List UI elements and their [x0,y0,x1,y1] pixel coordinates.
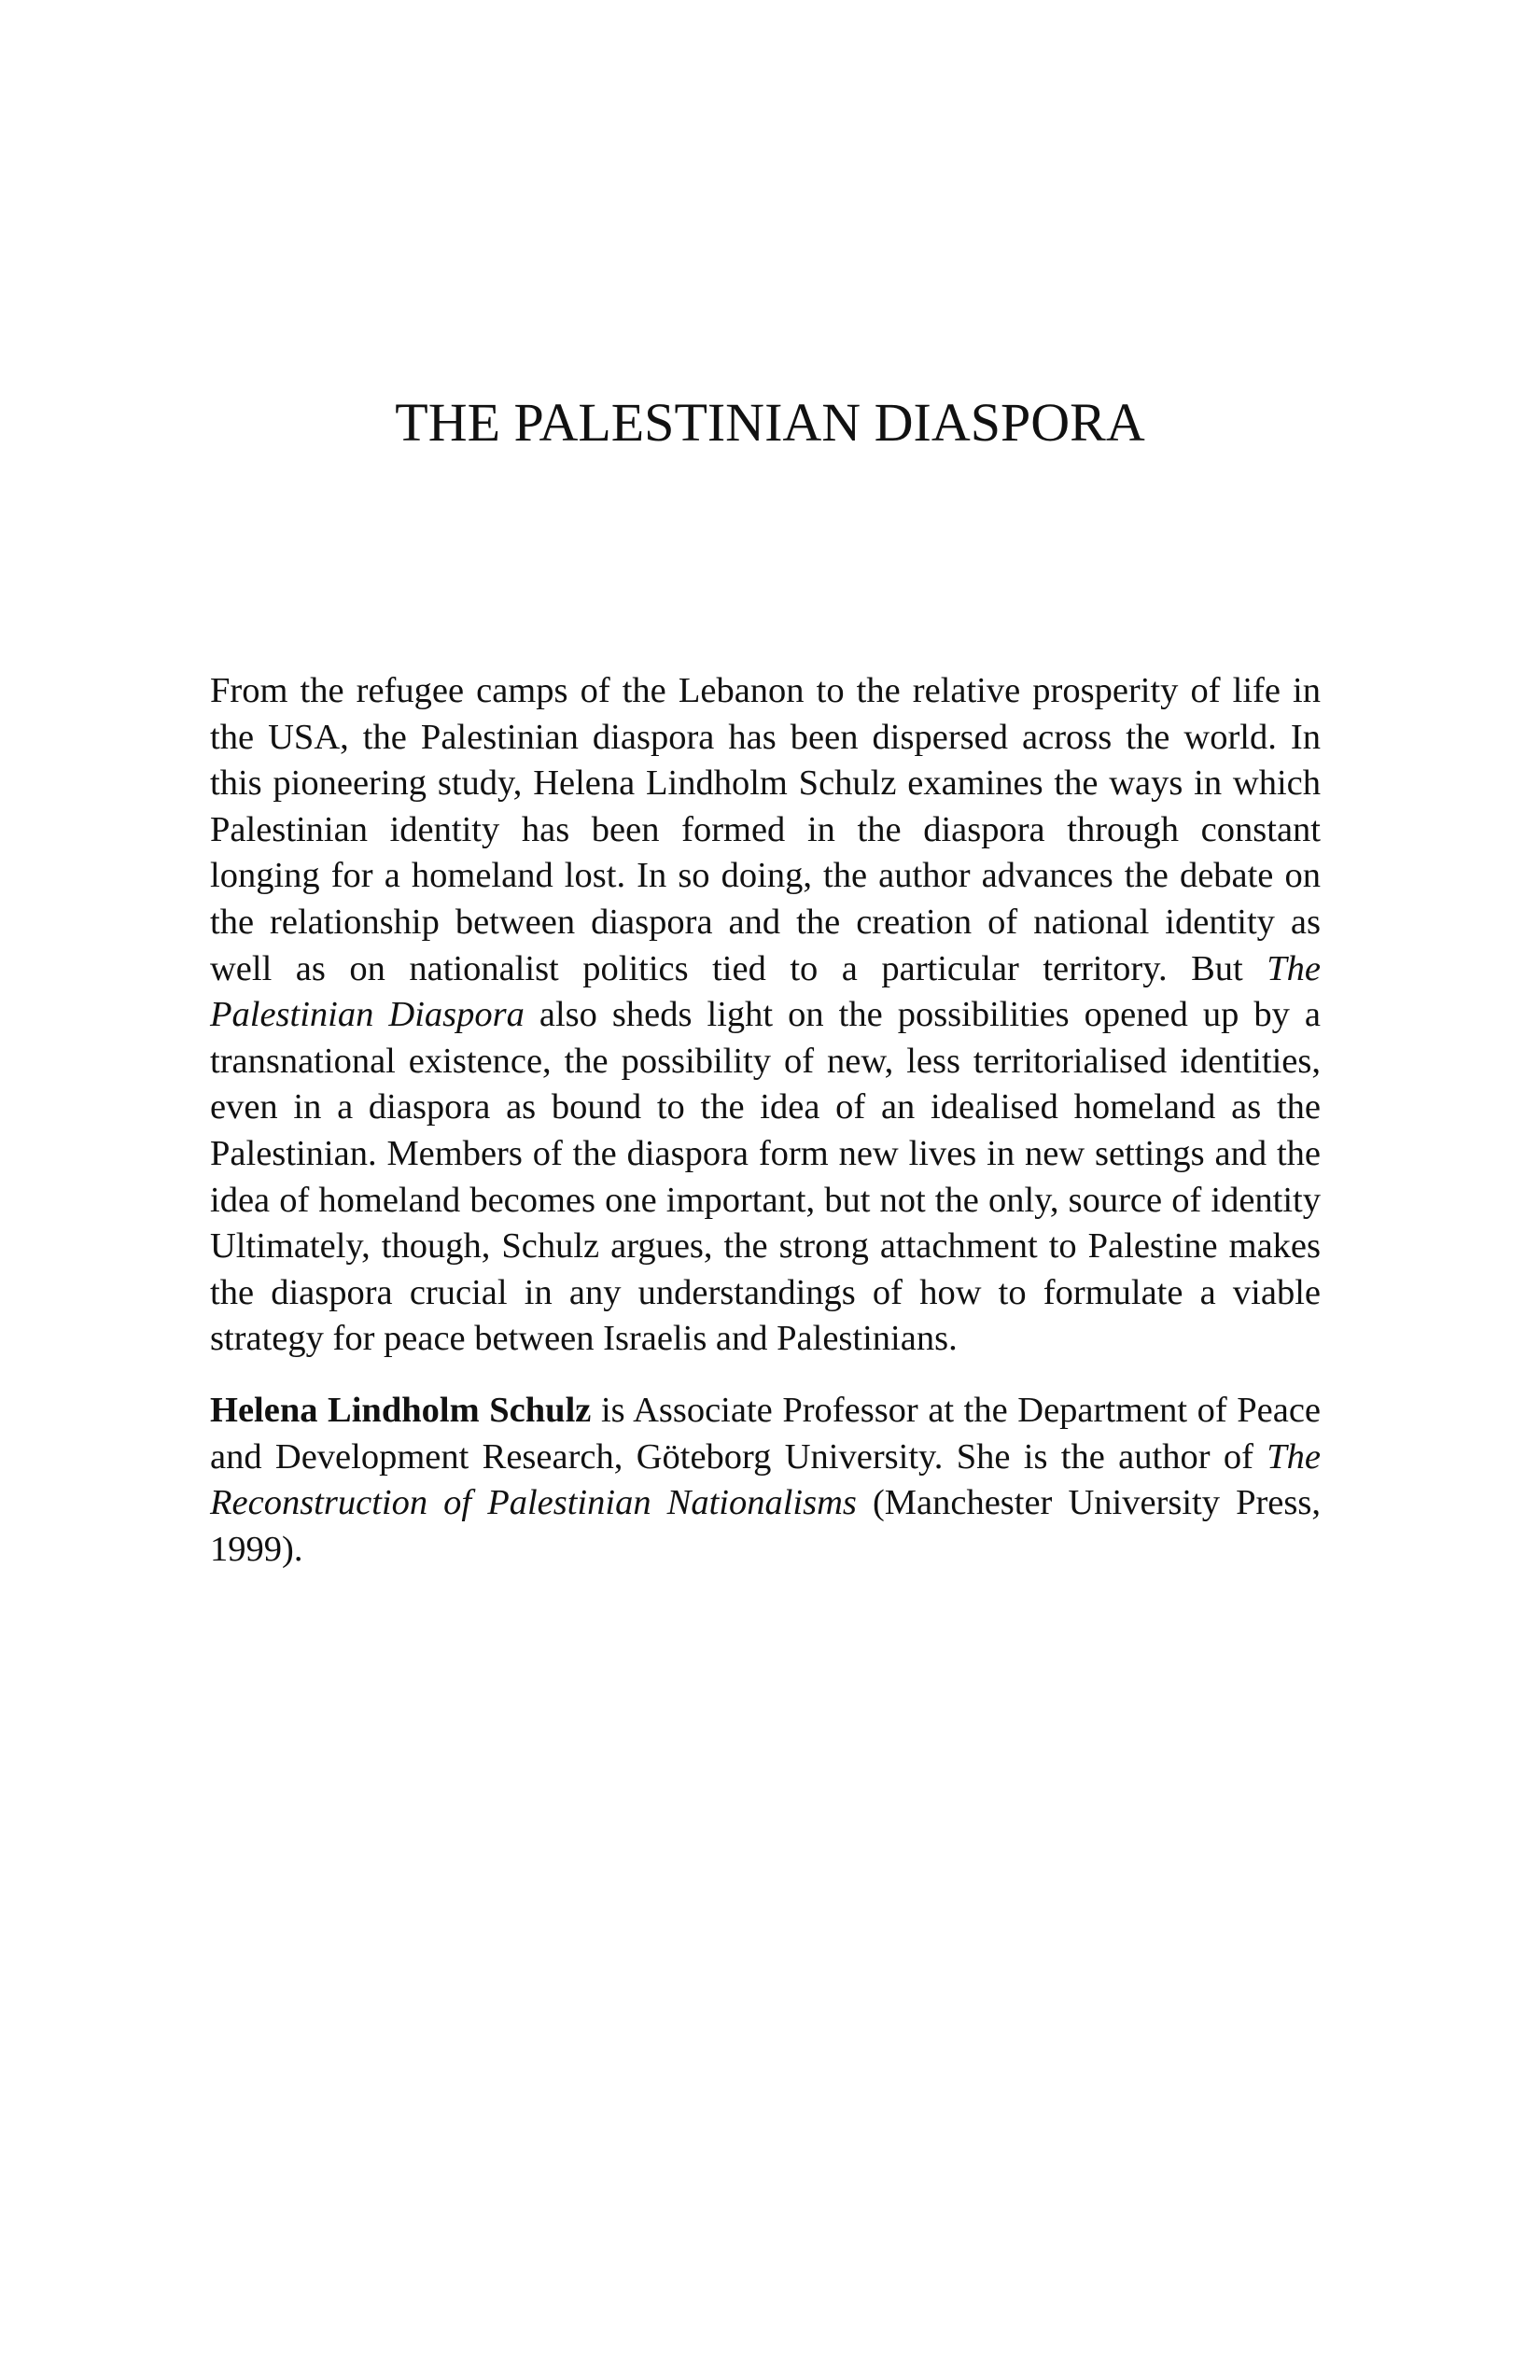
author-name: Helena Lindholm Schulz [210,1390,592,1430]
author-bio-paragraph [210,1388,1321,1573]
previous-book-title: The Reconstruction of Palestinian Nationalisms [210,1436,1321,1523]
description-paragraph [210,668,1321,1363]
book-title-heading: THE PALESTINIAN DIASPORA [395,392,1145,453]
bio-text-1: is Associate Professor at the Department of Peace and Development Research, Göteborg University. She is the author of [210,1390,1322,1477]
book-blurb [210,668,1321,1573]
description-text-1: From the refugee camps of the Lebanon to the relative prosperity of life in the USA, the Palestinian diaspora has been dispersed across the world. In this pioneering study, Helena Lindholm Schulz examines the ways in which Palestinian identity has been formed in the diaspora through constant longing for a homeland lost. In so doing, the author advances the debate on the relationship between diaspora and the creation of national identity as well as on nationalist politics tied to a particular territory. But [210,671,1321,988]
description-book-title: The Palestinian Diaspora [210,948,1321,1035]
description-text-2: also sheds light on the possibilities opened up by a transnational existence, the possibility of new, less territorialised identities, even in a diaspora as bound to the idea of an idealised homeland as the Palestinian. Members of the diaspora form new lives in new settings and the idea of homeland becomes one important, but not the only, source of identity Ultimately, though, Schulz argues, the strong attachment to Palestine makes the diaspora crucial in any understandings of how to formulate a viable strategy for peace between Israelis and Palestinians. [210,995,1321,1359]
bio-text-2: (Manchester University Press, 1999). [210,1483,1321,1569]
